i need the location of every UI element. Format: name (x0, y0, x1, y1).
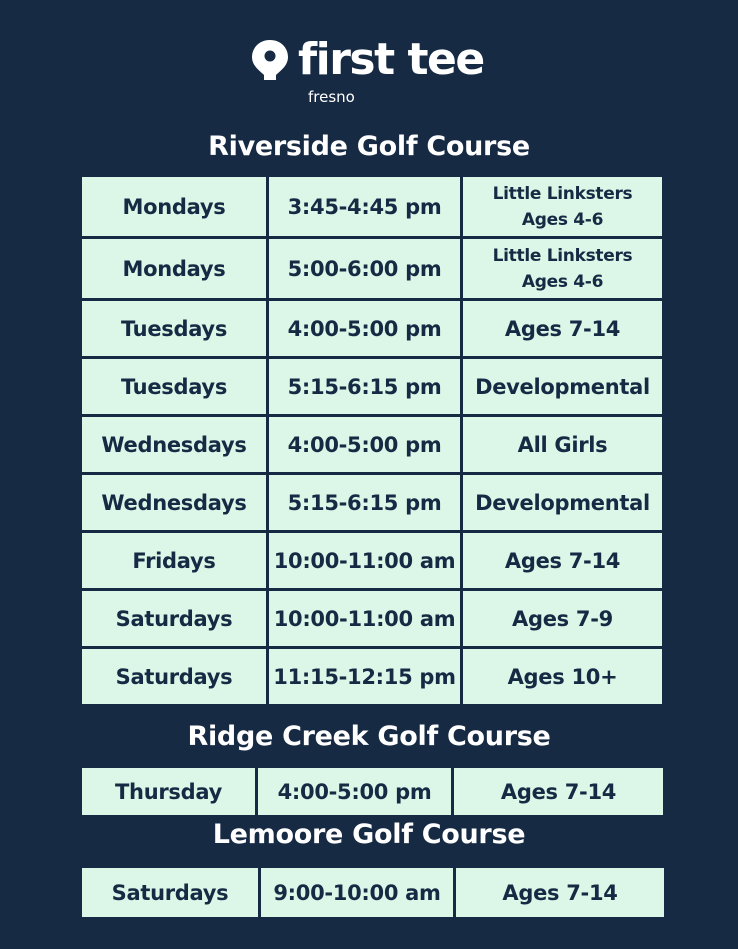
day-cell: Wednesdays (82, 475, 266, 530)
time-cell: 5:15-6:15 pm (269, 475, 460, 530)
group-cell: Ages 7-14 (463, 533, 662, 588)
course-title-riverside: Riverside Golf Course (208, 131, 530, 162)
table-row (82, 359, 662, 414)
group-cell: Ages 7-14 (456, 868, 664, 917)
day-cell: Fridays (82, 533, 266, 588)
table-row (82, 301, 662, 356)
day-cell: Thursday (82, 768, 255, 815)
table-row (82, 868, 664, 917)
time-cell: 4:00-5:00 pm (269, 301, 460, 356)
group-cell: Ages 7-14 (463, 301, 662, 356)
table-row (82, 417, 662, 472)
time-cell: 9:00-10:00 am (261, 868, 453, 917)
day-cell: Mondays (82, 177, 266, 236)
table-row (82, 591, 662, 646)
course-title-lemoore: Lemoore Golf Course (212, 819, 526, 850)
logo-brand-text: first tee (298, 34, 484, 85)
group-cell: Ages 7-14 (454, 768, 663, 815)
logo-chapter-text: fresno (308, 88, 355, 106)
day-cell: Wednesdays (82, 417, 266, 472)
group-cell (463, 177, 662, 236)
day-cell: Saturdays (82, 591, 266, 646)
group-line: Ages 4-6 (521, 209, 604, 230)
time-cell: 10:00-11:00 am (269, 533, 460, 588)
time-cell: 11:15-12:15 pm (269, 649, 460, 704)
group-cell: All Girls (463, 417, 662, 472)
time-cell: 5:15-6:15 pm (269, 359, 460, 414)
day-cell: Saturdays (82, 649, 266, 704)
group-line: Little Linksters (492, 245, 633, 266)
group-cell: Ages 7-9 (463, 591, 662, 646)
time-cell: 4:00-5:00 pm (258, 768, 451, 815)
day-cell: Saturdays (82, 868, 258, 917)
day-cell: Tuesdays (82, 301, 266, 356)
table-row (82, 177, 662, 236)
time-cell: 3:45-4:45 pm (269, 177, 460, 236)
group-line: Ages 4-6 (521, 271, 604, 292)
first-tee-logo (250, 34, 490, 110)
time-cell: 10:00-11:00 am (269, 591, 460, 646)
table-row (82, 649, 662, 704)
schedule-table-riverside (79, 174, 665, 707)
group-cell: Developmental (463, 475, 662, 530)
table-row (82, 533, 662, 588)
day-cell: Mondays (82, 239, 266, 298)
time-cell: 4:00-5:00 pm (269, 417, 460, 472)
group-cell: Developmental (463, 359, 662, 414)
group-cell: Ages 10+ (463, 649, 662, 704)
group-line: Little Linksters (492, 183, 633, 204)
time-cell: 5:00-6:00 pm (269, 239, 460, 298)
day-cell: Tuesdays (82, 359, 266, 414)
location-pin-icon (250, 38, 290, 82)
table-row (82, 768, 663, 815)
group-cell (463, 239, 662, 298)
course-title-ridge-creek: Ridge Creek Golf Course (187, 721, 551, 752)
table-row (82, 475, 662, 530)
schedule-table-lemoore (79, 865, 667, 920)
schedule-table-ridge-creek (79, 765, 666, 818)
table-row (82, 239, 662, 298)
